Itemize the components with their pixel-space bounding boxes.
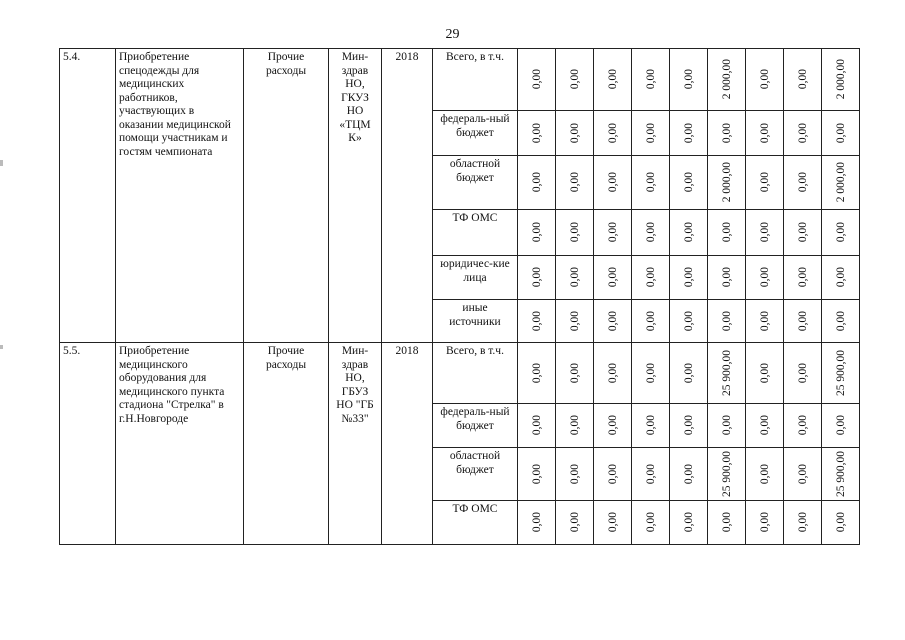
amount-cell [670, 300, 708, 343]
amount-value: 0,00 [644, 222, 657, 243]
amount-value: 0,00 [682, 69, 695, 90]
amount-value: 0,00 [682, 267, 695, 288]
amount-cell [670, 111, 708, 156]
amount-value: 25 900,00 [834, 451, 847, 497]
amount-cell [784, 404, 822, 448]
page-number: 29 [445, 27, 460, 42]
amount-cell [594, 49, 632, 111]
amount-cell [556, 300, 594, 343]
amount-value: 0,00 [530, 172, 543, 193]
amount-cell [708, 343, 746, 404]
amount-cell [518, 49, 556, 111]
amount-value: 0,00 [796, 267, 809, 288]
amount-cell [670, 210, 708, 256]
expense-type: Прочие расходы [244, 343, 329, 545]
amount-value: 0,00 [530, 362, 543, 384]
amount-value: 0,00 [720, 512, 733, 533]
amount-value: 0,00 [682, 172, 695, 193]
amount-cell [822, 49, 860, 111]
amount-value: 0,00 [834, 267, 847, 288]
amount-value: 0,00 [682, 222, 695, 243]
amount-cell [594, 111, 632, 156]
amount-cell [784, 300, 822, 343]
amount-value: 0,00 [758, 222, 771, 243]
amount-value: 0,00 [758, 122, 771, 144]
amount-value: 0,00 [834, 415, 847, 436]
amount-cell [632, 111, 670, 156]
amount-value: 0,00 [796, 512, 809, 533]
amount-cell [784, 343, 822, 404]
amount-cell [784, 448, 822, 501]
amount-cell [632, 256, 670, 300]
amount-cell [670, 343, 708, 404]
amount-cell [594, 210, 632, 256]
amount-value: 0,00 [834, 512, 847, 533]
amount-cell [556, 210, 594, 256]
amount-cell [670, 256, 708, 300]
amount-value: 0,00 [568, 172, 581, 193]
amount-cell [746, 448, 784, 501]
amount-cell [556, 404, 594, 448]
funding-source: областной бюджет [433, 156, 518, 210]
amount-value: 0,00 [720, 310, 733, 332]
amount-value: 0,00 [682, 122, 695, 144]
row-name: Приобретение медицинского оборудования для медицинского пункта стадиона "Стрелка" в г.Н.Новгороде [116, 343, 244, 545]
amount-cell [708, 300, 746, 343]
funding-source: Всего, в т.ч. [433, 343, 518, 404]
amount-value: 25 900,00 [834, 350, 847, 396]
amount-value: 0,00 [720, 222, 733, 243]
amount-cell [746, 343, 784, 404]
row-name: Приобретение спецодежды для медицинских работников, участвующих в оказании медицинской помощи участникам и гостям чемпионата [116, 49, 244, 343]
amount-value: 0,00 [796, 310, 809, 332]
amount-value: 0,00 [796, 415, 809, 436]
funding-source: ТФ ОМС [433, 501, 518, 545]
amount-value: 0,00 [758, 310, 771, 332]
amount-value: 0,00 [644, 310, 657, 332]
table-row [60, 343, 860, 404]
amount-cell [670, 404, 708, 448]
amount-value: 0,00 [644, 267, 657, 288]
amount-value: 0,00 [834, 122, 847, 144]
amount-cell [708, 448, 746, 501]
amount-cell [632, 49, 670, 111]
amount-cell [670, 49, 708, 111]
amount-cell [632, 300, 670, 343]
amount-value: 0,00 [720, 267, 733, 288]
amount-cell [556, 448, 594, 501]
funding-source: иные источники [433, 300, 518, 343]
amount-value: 0,00 [530, 69, 543, 90]
amount-value: 0,00 [568, 267, 581, 288]
amount-cell [594, 343, 632, 404]
amount-cell [670, 501, 708, 545]
amount-cell [556, 256, 594, 300]
amount-value: 0,00 [644, 69, 657, 90]
amount-value: 0,00 [796, 172, 809, 193]
amount-value: 0,00 [568, 310, 581, 332]
amount-value: 0,00 [758, 267, 771, 288]
amount-cell [784, 156, 822, 210]
amount-cell [708, 210, 746, 256]
amount-value: 0,00 [758, 463, 771, 485]
amount-value: 0,00 [758, 69, 771, 90]
amount-value: 0,00 [644, 463, 657, 485]
amount-value: 0,00 [644, 362, 657, 384]
amount-value: 0,00 [720, 122, 733, 144]
amount-cell [556, 343, 594, 404]
amount-cell [784, 210, 822, 256]
amount-cell [594, 448, 632, 501]
amount-value: 0,00 [758, 512, 771, 533]
amount-cell [518, 156, 556, 210]
amount-cell [594, 404, 632, 448]
executor: Мин-здрав НО, ГКУЗ НО «ТЦМ К» [329, 49, 382, 343]
amount-value: 0,00 [530, 463, 543, 485]
amount-value: 0,00 [606, 415, 619, 436]
amount-value: 0,00 [606, 69, 619, 90]
amount-value: 0,00 [568, 512, 581, 533]
amount-cell [518, 501, 556, 545]
executor: Мин-здрав НО, ГБУЗ НО "ГБ №33" [329, 343, 382, 545]
scan-edge-mark [0, 345, 3, 349]
amount-cell [708, 501, 746, 545]
amount-value: 0,00 [682, 310, 695, 332]
amount-cell [822, 404, 860, 448]
amount-cell [822, 501, 860, 545]
amount-value: 2 000,00 [720, 59, 733, 100]
amount-value: 25 900,00 [720, 350, 733, 396]
amount-cell [708, 111, 746, 156]
amount-value: 0,00 [606, 310, 619, 332]
amount-cell [556, 111, 594, 156]
amount-cell [822, 343, 860, 404]
table-row [60, 49, 860, 111]
amount-cell [670, 448, 708, 501]
amount-cell [822, 111, 860, 156]
amount-value: 0,00 [796, 69, 809, 90]
budget-table [59, 48, 860, 545]
amount-cell [746, 256, 784, 300]
amount-cell [632, 210, 670, 256]
amount-value: 0,00 [606, 122, 619, 144]
funding-source: ТФ ОМС [433, 210, 518, 256]
amount-value: 25 900,00 [720, 451, 733, 497]
amount-cell [594, 501, 632, 545]
amount-cell [518, 404, 556, 448]
amount-cell [518, 300, 556, 343]
amount-cell [556, 156, 594, 210]
amount-value: 2 000,00 [834, 59, 847, 100]
amount-value: 0,00 [530, 310, 543, 332]
amount-value: 2 000,00 [720, 162, 733, 203]
amount-value: 0,00 [682, 463, 695, 485]
amount-cell [632, 404, 670, 448]
amount-value: 2 000,00 [834, 162, 847, 203]
amount-value: 0,00 [682, 362, 695, 384]
amount-cell [746, 156, 784, 210]
amount-value: 0,00 [568, 415, 581, 436]
amount-value: 0,00 [834, 310, 847, 332]
funding-source: юридичес-кие лица [433, 256, 518, 300]
funding-source: федераль-ный бюджет [433, 404, 518, 448]
amount-cell [518, 111, 556, 156]
amount-value: 0,00 [568, 463, 581, 485]
amount-value: 0,00 [644, 172, 657, 193]
amount-cell [784, 256, 822, 300]
amount-value: 0,00 [758, 362, 771, 384]
amount-value: 0,00 [530, 415, 543, 436]
amount-cell [632, 448, 670, 501]
amount-value: 0,00 [796, 122, 809, 144]
amount-value: 0,00 [644, 512, 657, 533]
funding-source: федераль-ный бюджет [433, 111, 518, 156]
amount-cell [784, 111, 822, 156]
amount-cell [822, 156, 860, 210]
amount-cell [784, 501, 822, 545]
amount-cell [556, 49, 594, 111]
amount-cell [708, 156, 746, 210]
amount-value: 0,00 [758, 415, 771, 436]
amount-cell [746, 300, 784, 343]
funding-source: областной бюджет [433, 448, 518, 501]
amount-cell [594, 256, 632, 300]
amount-value: 0,00 [568, 222, 581, 243]
amount-cell [746, 49, 784, 111]
amount-value: 0,00 [796, 222, 809, 243]
amount-cell [594, 300, 632, 343]
funding-source: Всего, в т.ч. [433, 49, 518, 111]
amount-cell [518, 256, 556, 300]
amount-value: 0,00 [682, 415, 695, 436]
amount-value: 0,00 [568, 122, 581, 144]
amount-value: 0,00 [834, 222, 847, 243]
amount-cell [746, 404, 784, 448]
amount-value: 0,00 [758, 172, 771, 193]
year: 2018 [382, 343, 433, 545]
expense-type: Прочие расходы [244, 49, 329, 343]
amount-value: 0,00 [606, 172, 619, 193]
amount-value: 0,00 [644, 415, 657, 436]
amount-cell [746, 501, 784, 545]
amount-cell [670, 156, 708, 210]
amount-cell [708, 49, 746, 111]
amount-cell [632, 343, 670, 404]
amount-value: 0,00 [606, 222, 619, 243]
amount-value: 0,00 [530, 512, 543, 533]
amount-cell [708, 404, 746, 448]
amount-cell [556, 501, 594, 545]
amount-cell [632, 501, 670, 545]
amount-cell [518, 343, 556, 404]
amount-cell [518, 210, 556, 256]
row-number: 5.4. [60, 49, 116, 343]
scan-edge-mark [0, 160, 3, 166]
amount-cell [708, 256, 746, 300]
year: 2018 [382, 49, 433, 343]
amount-value: 0,00 [796, 362, 809, 384]
amount-value: 0,00 [606, 463, 619, 485]
amount-value: 0,00 [682, 512, 695, 533]
amount-cell [632, 156, 670, 210]
amount-cell [746, 210, 784, 256]
amount-value: 0,00 [720, 415, 733, 436]
amount-value: 0,00 [568, 362, 581, 384]
amount-value: 0,00 [530, 122, 543, 144]
amount-value: 0,00 [606, 362, 619, 384]
amount-value: 0,00 [606, 267, 619, 288]
amount-cell [822, 300, 860, 343]
amount-value: 0,00 [568, 69, 581, 90]
amount-cell [822, 210, 860, 256]
amount-value: 0,00 [606, 512, 619, 533]
amount-cell [746, 111, 784, 156]
table-body [60, 49, 860, 545]
amount-cell [594, 156, 632, 210]
amount-cell [784, 49, 822, 111]
amount-value: 0,00 [530, 222, 543, 243]
amount-value: 0,00 [796, 463, 809, 485]
amount-value: 0,00 [530, 267, 543, 288]
amount-value: 0,00 [644, 122, 657, 144]
amount-cell [822, 448, 860, 501]
amount-cell [822, 256, 860, 300]
row-number: 5.5. [60, 343, 116, 545]
amount-cell [518, 448, 556, 501]
